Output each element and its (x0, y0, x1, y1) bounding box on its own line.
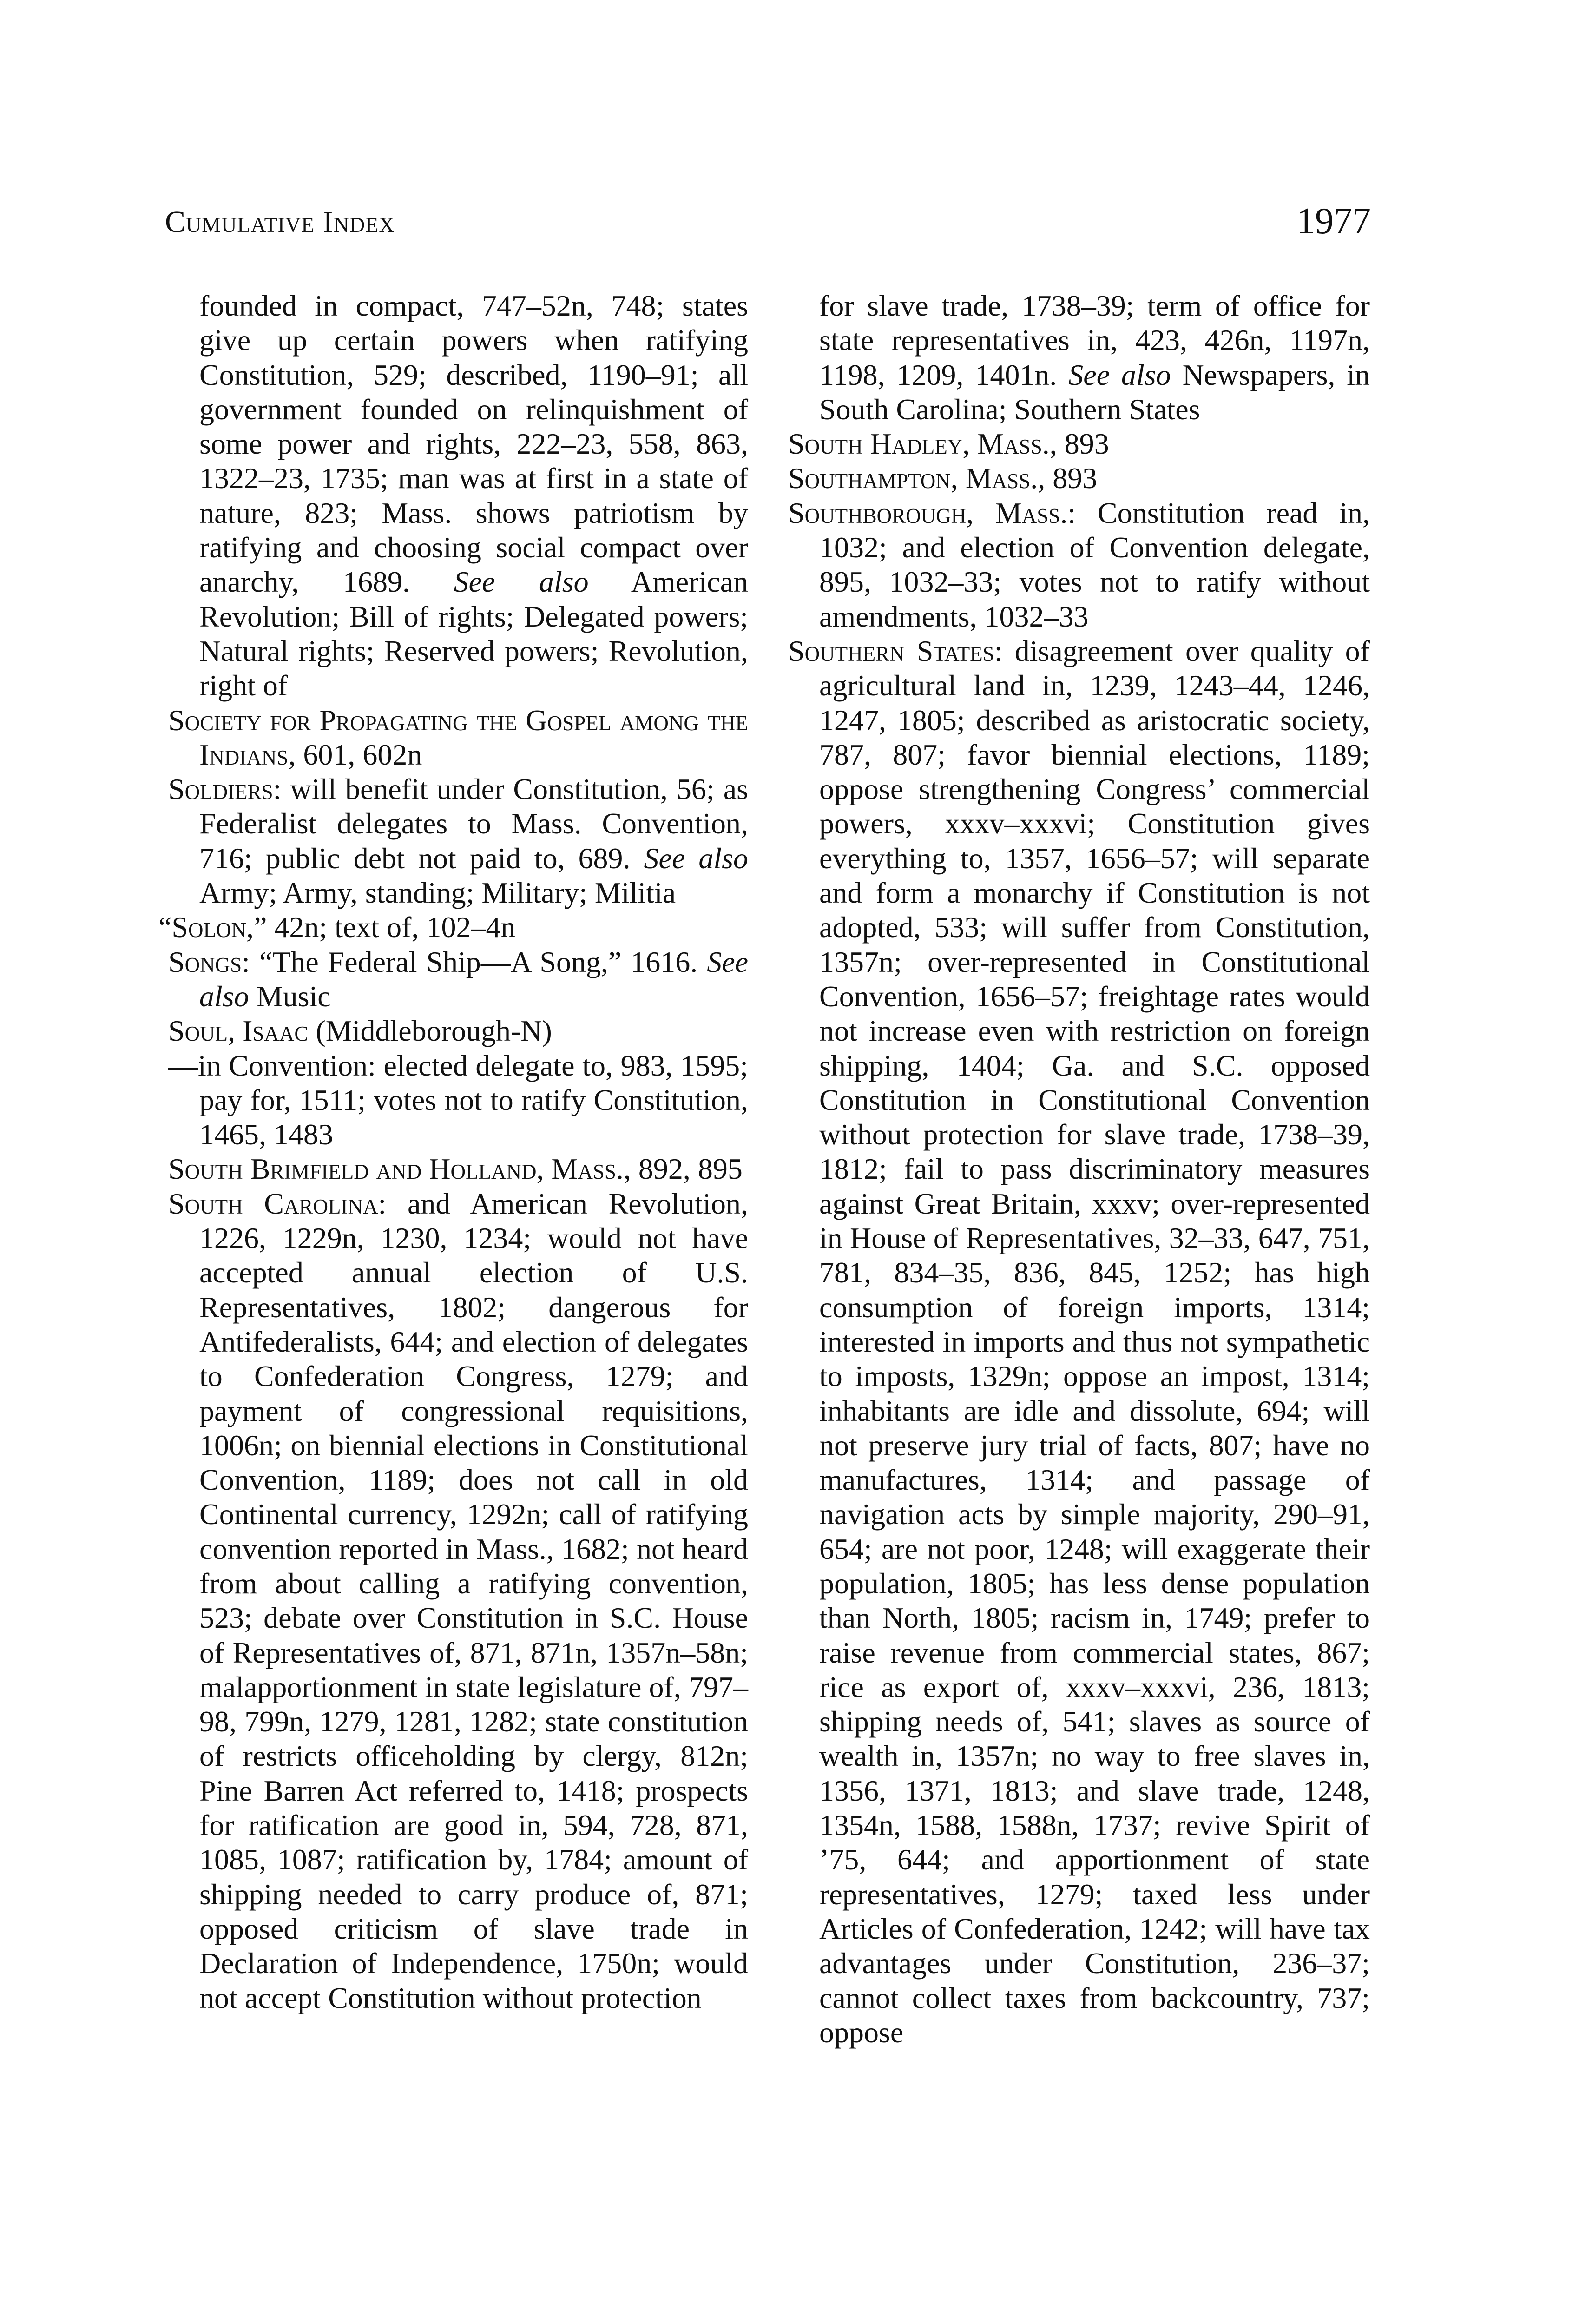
entry-heading: “Solon,” (158, 911, 267, 944)
entry-text: disagreement over quality of agricultural land in, 1239, 1243–44, 1246, 1247, 1805; described as aristocratic society, 787, 807; favor biennial elections, 1189; oppose strengthening Congress’ commercial powers, xxxv–xxxvi; Constitution gives everything to, 1357, 1656–57; will separate and form a monarchy if Constitution is not adopted, 533; will suffer from Constitution, 1357n; over-represented in Constitutional Convention, 1656–57; freightage rates would not increase even with restriction on foreign shipping, 1404; Ga. and S.C. opposed Constitution in Constitutional Convention without protection for slave trade, 1738–39, 1812; fail to pass discriminatory measures against Great Britain, xxxv; over-represented in House of Representatives, 32–33, 647, 751, 781, 834–35, 836, 845, 1252; has high consumption of foreign imports, 1314; interested in imports and thus not sympathetic to imposts, 1329n; oppose an impost, 1314; inhabitants are idle and dissolute, 694; will not preserve jury trial of facts, 807; have no manufactures, 1314; and passage of navigation acts by simple majority, 290–91, 654; are not poor, 1248; will exaggerate their population, 1805; has less dense population than North, 1805; racism in, 1749; prefer to raise revenue from commercial states, 867; rice as export of, xxxv–xxxvi, 236, 1813; shipping needs of, 541; slaves as source of wealth in, 1357n; no way to free slaves in, 1356, 1371, 1813; and slave trade, 1248, 1354n, 1588, 1588n, 1737; revive Spirit of ’75, 644; and apportionment of state representatives, 1279; taxed less under Articles of Confederation, 1242; will have tax advantages under Constitution, 236–37; cannot collect taxes from backcountry, 737; oppose (819, 634, 1370, 2049)
index-entry (168, 1152, 748, 1186)
see-also-text: American Revolution; Bill of rights; Delegated powers; Natural rights; Reserved powers; Revolution, right of (199, 565, 749, 702)
entry-text: founded in compact, 747–52n, 748; states give up certain powers when ratifying Constitution, 529; described, 1190–91; all government founded on relinquishment of some power and rights, 222–23, 558, 863, 1322–23, 1735; man was at first in a state of nature, 823; Mass. shows patriotism by ratifying and choosing social compact over anarchy, 1689. (199, 289, 748, 599)
entry-text: 892, 895 (638, 1152, 743, 1186)
index-entry (168, 772, 748, 910)
see-also-label: See also (454, 565, 589, 599)
left-column (158, 289, 749, 2015)
entry-text: (Middleborough-N) (316, 1014, 552, 1048)
index-entry (788, 496, 1370, 634)
entry-text: 601, 602n (303, 738, 422, 771)
see-also-label: See also (199, 945, 749, 1013)
entry-heading: Songs: (168, 945, 250, 978)
index-entry (168, 1014, 748, 1048)
right-column (788, 289, 1370, 2050)
entry-heading: South Hadley, Mass., (788, 427, 1057, 461)
see-also-label: See also (1068, 358, 1171, 391)
index-entry (168, 1049, 748, 1152)
index-entry (168, 289, 748, 703)
entry-text: “The Federal Ship—A Song,” 1616. (259, 945, 698, 978)
running-head-title: Cumulative Index (165, 205, 395, 239)
entry-heading: Southborough, Mass.: (788, 496, 1076, 529)
entry-heading: Southampton, Mass., (788, 462, 1046, 495)
entry-heading: South Carolina: (168, 1187, 387, 1220)
entry-text: 42n; text of, 102–4n (274, 911, 516, 944)
entry-text: for slave trade, 1738–39; term of office for state representatives in, 423, 426n, 1197n, 1198, 1209, 1401n. (819, 289, 1370, 391)
entry-heading: Southern States: (788, 634, 1003, 667)
see-also-label: See also (644, 841, 749, 875)
page-number: 1977 (1296, 201, 1371, 242)
index-entry (158, 910, 748, 944)
entry-heading: South Brimfield and Holland, Mass., (168, 1152, 631, 1186)
entry-heading: Society for Propagating the Gospel among the Indians, (168, 703, 748, 771)
index-entry (788, 427, 1370, 461)
entry-text: 893 (1064, 427, 1109, 461)
entry-text: and American Revolution, 1226, 1229n, 1230, 1234; would not have accepted annual election of U.S. Representatives, 1802; dangerous for Antifederalists, 644; and election of delegates to Confederation Congress, 1279; and payment of congressional requisitions, 1006n; on biennial elections in Constitutional Convention, 1189; does not call in old Continental currency, 1292n; call of ratifying convention reported in Mass., 1682; not heard from about calling a ratifying convention, 523; debate over Constitution in S.C. House of Representatives of, 871, 871n, 1357n–58n; malapportionment in state legislature of, 797–98, 799n, 1279, 1281, 1282; state constitution of restricts officeholding by clergy, 812n; Pine Barren Act referred to, 1418; prospects for ratification are good in, 594, 728, 871, 1085, 1087; ratification by, 1784; amount of shipping needed to carry produce of, 871; opposed criticism of slave trade in Declaration of Independence, 1750n; would not accept Constitution without protection (199, 1187, 748, 2014)
entry-heading: Soul, Isaac (168, 1014, 309, 1048)
see-also-text: Music (256, 979, 331, 1013)
entry-text: 893 (1053, 462, 1098, 495)
entry-text: will benefit under Constitution, 56; as Federalist delegates to Mass. Convention, 716; public debt not paid to, 689. (199, 772, 749, 875)
index-entry (788, 461, 1370, 495)
index-entry (168, 945, 748, 1014)
index-entry (168, 703, 748, 772)
entry-heading: Soldiers: (168, 772, 282, 806)
index-entry (168, 1187, 748, 2015)
see-also-text: Army; Army, standing; Military; Militia (199, 876, 676, 910)
index-entry (788, 634, 1370, 2050)
index-entry (788, 289, 1370, 427)
see-also-text: Newspapers, in South Carolina; Southern States (819, 358, 1370, 426)
entry-text: —in Convention: elected delegate to, 983, 1595; pay for, 1511; votes not to ratify Constitution, 1465, 1483 (168, 1049, 748, 1151)
entry-text: Constitution read in, 1032; and election of Convention delegate, 895, 1032–33; votes not to ratify without amendments, 1032–33 (819, 496, 1370, 633)
